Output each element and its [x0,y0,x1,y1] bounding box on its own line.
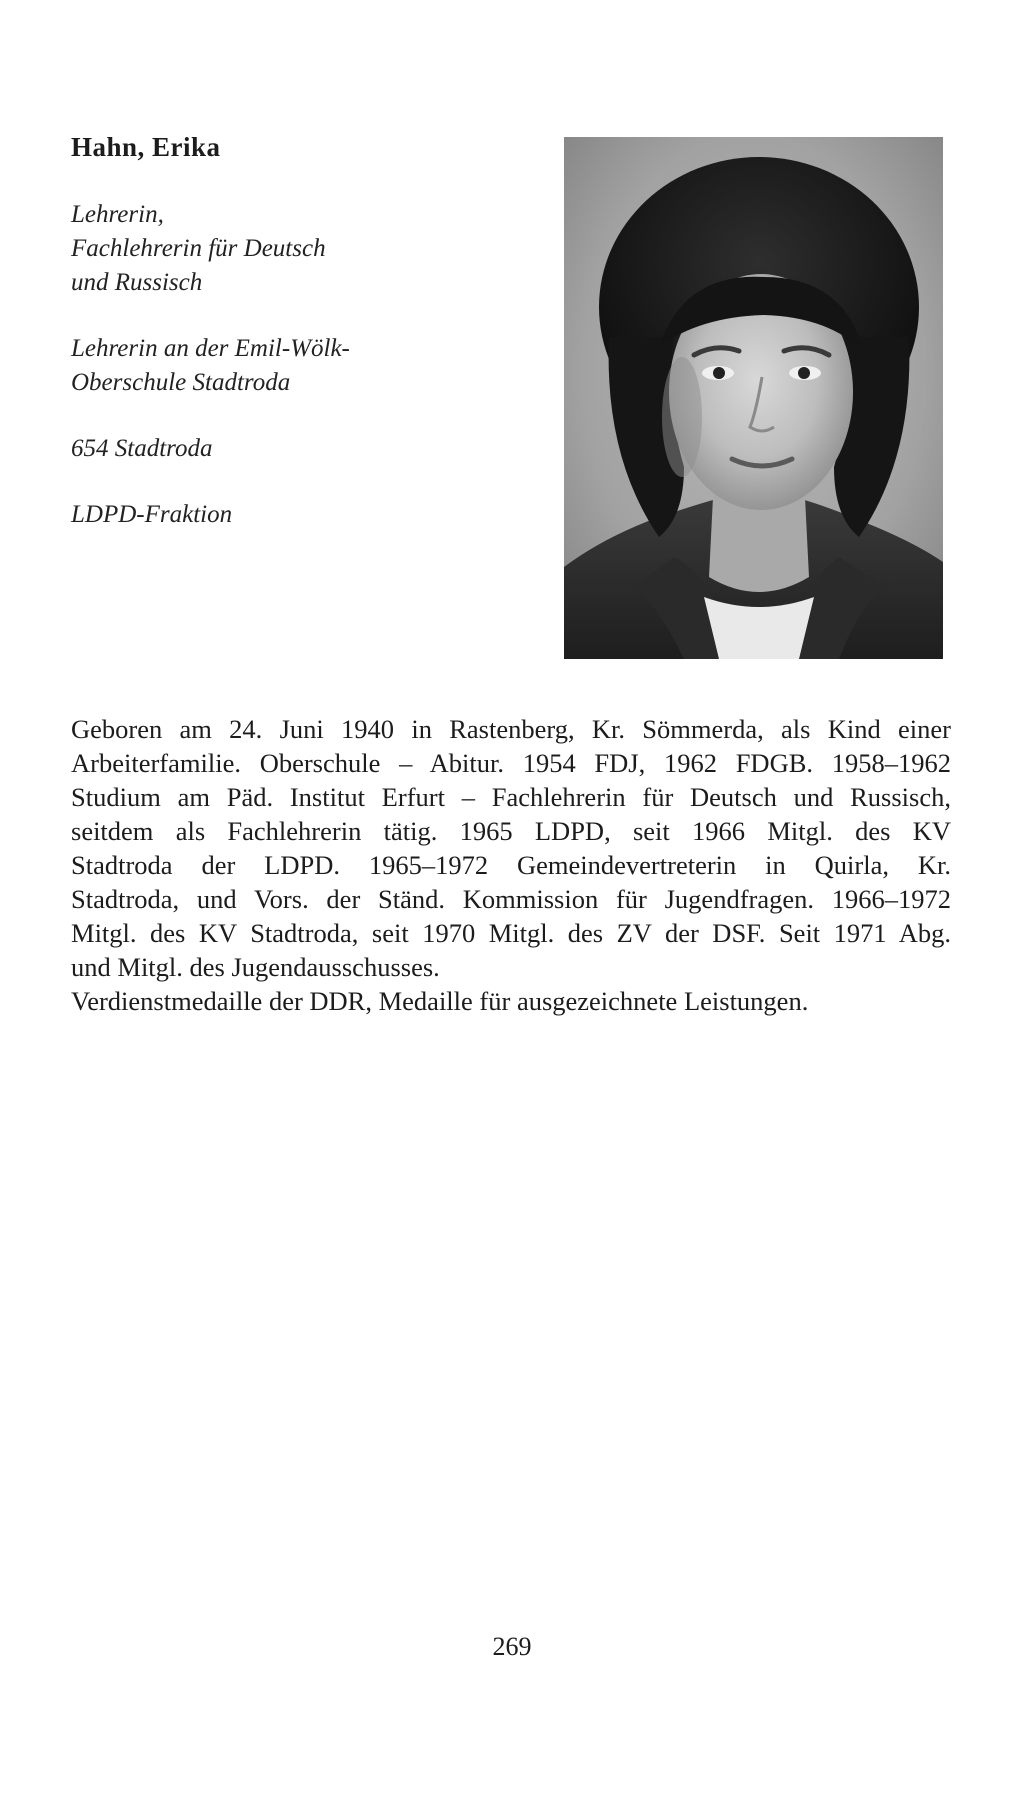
workplace-line: Oberschule Stadtroda [71,369,291,396]
workplace-line: Lehrerin an der Emil-Wölk- [71,335,350,362]
profession-line: Lehrerin, [71,201,164,228]
biography-line: Stadtroda der LDPD. 1965–1972 Gemeindevertreterin in Quirla, Kr. [71,850,951,880]
biography [71,712,951,1018]
profession [71,198,471,300]
profession-line: Fachlehrerin für Deutsch [71,235,326,262]
biography-line: Geboren am 24. Juni 1940 in Rastenberg, Kr. Sömmerda, als Kind einer [71,714,951,744]
person-name: Hahn, Erika [71,132,221,162]
address-line: 654 Stadtroda [71,435,213,462]
profession-line: und Russisch [71,269,203,296]
biography-line: Verdienstmedaille der DDR, Medaille für ausgezeichnete Leistungen. [71,986,809,1016]
biography-line: Arbeiterfamilie. Oberschule – Abitur. 1954 FDJ, 1962 FDGB. 1958–1962 [71,748,951,778]
workplace [71,332,471,400]
biography-line: und Mitgl. des Jugendausschusses. [71,952,440,982]
biography-line: seitdem als Fachlehrerin tätig. 1965 LDPD, seit 1966 Mitgl. des KV [71,816,951,846]
page-number: 269 [492,1632,532,1661]
biography-line: Studium am Päd. Institut Erfurt – Fachlehrerin für Deutsch und Russisch, [71,782,951,812]
person-details [71,198,471,564]
faction-line: LDPD-Fraktion [71,501,233,528]
biography-line: Stadtroda, und Vors. der Ständ. Kommission für Jugendfragen. 1966–1972 [71,884,951,914]
faction [71,498,471,532]
biography-line: Mitgl. des KV Stadtroda, seit 1970 Mitgl. des ZV der DSF. Seit 1971 Abg. [71,918,951,948]
address [71,432,471,466]
portrait-photo [564,137,943,659]
